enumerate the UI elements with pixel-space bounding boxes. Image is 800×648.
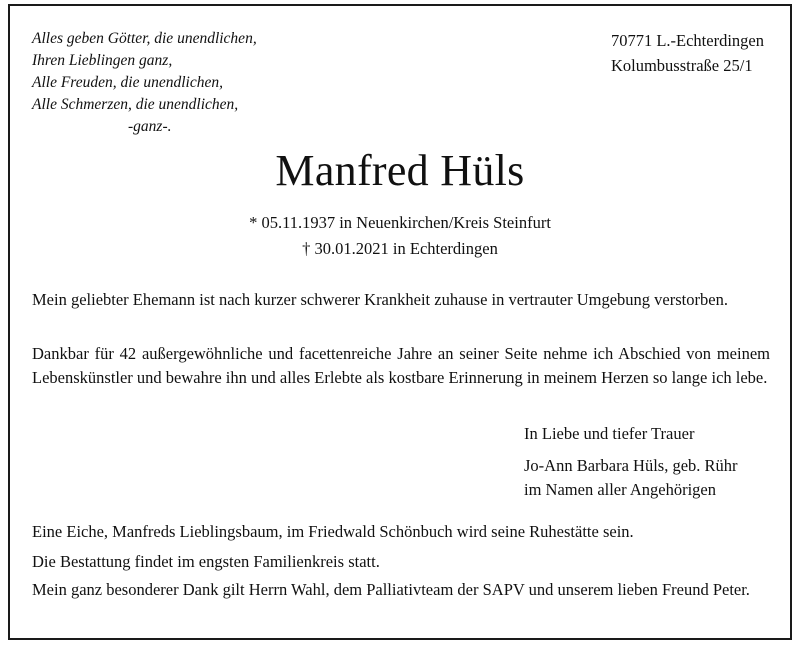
deceased-name: Manfred Hüls — [275, 146, 525, 195]
death-date: † 30.01.2021 in Echterdingen — [302, 239, 498, 258]
address — [611, 28, 764, 78]
address-street: Kolumbusstraße 25/1 — [610, 56, 753, 75]
signature-spacer — [524, 446, 738, 454]
life-dates — [10, 210, 790, 262]
poem-line: Alle Freuden, die unendlichen, — [32, 74, 223, 91]
poem-line: Ihren Lieblingen ganz, — [32, 52, 173, 69]
poem-line: Alle Schmerzen, die unendlichen, — [32, 96, 239, 113]
paragraph-resting-place: Eine Eiche, Manfreds Lieblingsbaum, im Friedwald Schönbuch wird seine Ruhestätte sein. — [32, 522, 634, 541]
signature-mourner: Jo-Ann Barbara Hüls, geb. Rühr — [524, 456, 738, 475]
obituary-notice — [8, 4, 792, 640]
birth-date: * 05.11.1937 in Neuenkirchen/Kreis Steinfurt — [249, 213, 551, 232]
paragraph-funeral: Die Bestattung findet im engsten Familienkreis statt. — [32, 552, 380, 571]
signature-on-behalf: im Namen aller Angehörigen — [524, 480, 716, 499]
signature-block — [524, 422, 738, 502]
signature-closing: In Liebe und tiefer Trauer — [524, 424, 695, 443]
poem — [32, 28, 332, 138]
poem-line: Alles geben Götter, die unendlichen, — [32, 30, 257, 47]
paragraph-thanks: Mein ganz besonderer Dank gilt Herrn Wahl, dem Palliativteam der SAPV und unserem lieben Freund Peter. — [32, 580, 750, 599]
address-city: 70771 L.-Echterdingen — [610, 31, 764, 50]
paragraph-farewell: Dankbar für 42 außergewöhnliche und facettenreiche Jahre an seiner Seite nehme ich Abschied von meinem Lebenskünstler und bewahre ihn und alles Erlebte als kostbare Erinnerung in meinem Herzen so lange ich lebe. — [32, 344, 770, 387]
poem-line: -ganz-. — [128, 118, 172, 135]
paragraph-announcement: Mein geliebter Ehemann ist nach kurzer schwerer Krankheit zuhause in vertrauter Umgebung verstorben. — [32, 290, 728, 309]
